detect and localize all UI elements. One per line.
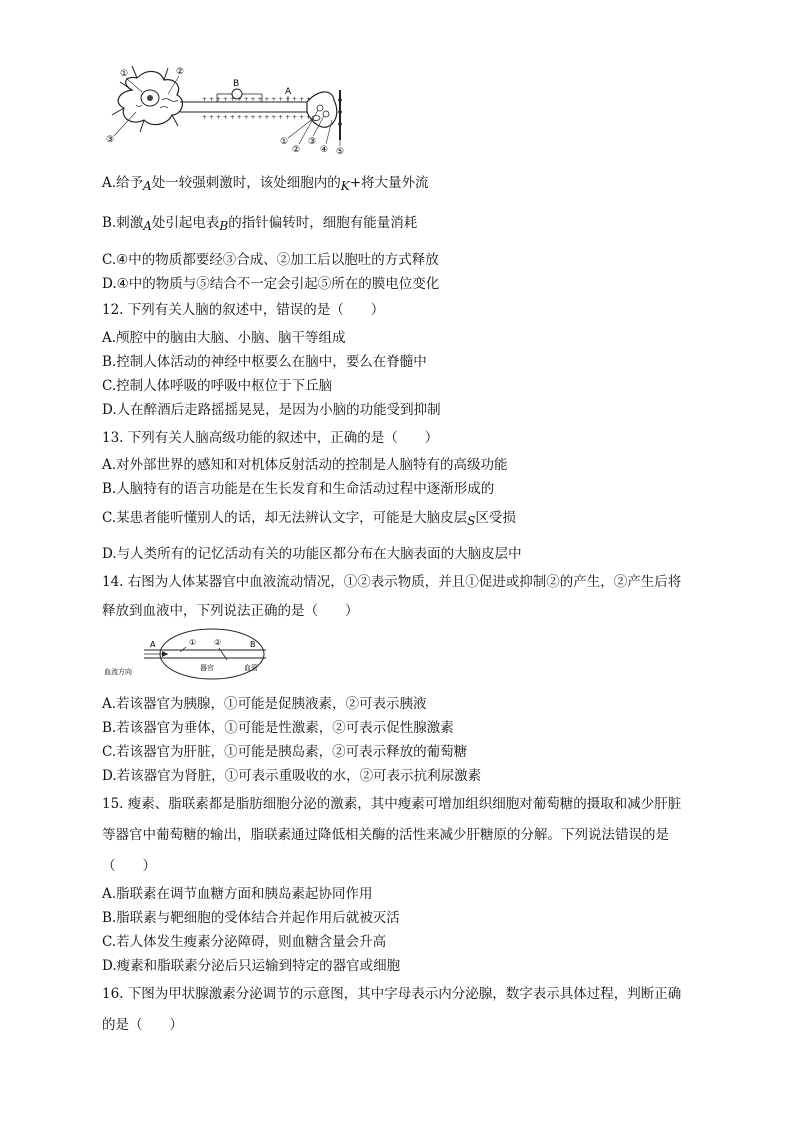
neuron-nucleolus (147, 95, 153, 101)
q14-option-b: B.若该器官为垂体，①可能是性激素，②可表示促性腺激素 (102, 720, 454, 736)
figure-label-5-right: ⑤ (336, 147, 345, 157)
axon-charge-marks: + + + + + + + + + + + + + + + + (202, 96, 312, 103)
q11-option-a-text: A.给予 (102, 175, 144, 191)
q11-option-b (102, 214, 417, 232)
flow-direction-label: 血流方向 (104, 668, 132, 676)
q13-option-d: D.与人类所有的记忆活动有关的功能区都分布在大脑表面的大脑皮层中 (102, 546, 522, 562)
label-leader (114, 112, 136, 136)
flow-arrowhead (162, 651, 168, 657)
neuron-synapse-figure (102, 60, 352, 160)
q15-stem-line2: 等器官中葡萄糖的输出，脂联素通过降低相关酶的活性来减少肝糖原的分解。下列说法错误的是 (102, 827, 669, 843)
label-leader (126, 78, 142, 92)
q15-stem-line1: 15. 瘦素、脂联素都是脂肪细胞分泌的激素，其中瘦素可增加组织细胞对葡萄糖的摄取和减少肝脏 (102, 796, 682, 812)
mark-A: A (150, 640, 156, 649)
q16-stem-line1: 16. 下图为甲状腺激素分泌调节的示意图，其中字母表示内分泌腺，数字表示具体过程，判断正确 (102, 986, 682, 1002)
q15-stem-line3: （ ） (102, 858, 156, 874)
q12-option-b: B.控制人体活动的神经中枢要么在脑中，要么在脊髓中 (102, 354, 427, 370)
q13-option-c-text2: 区受损 (475, 510, 516, 526)
q14-option-a: A.若该器官为胰腺，①可能是促胰液素，②可表示胰液 (102, 696, 427, 712)
q12-option-a: A.颅腔中的脑由大脑、小脑、脑干等组成 (102, 330, 346, 346)
figure-label-A: A (285, 87, 292, 97)
q13-option-c (102, 509, 516, 527)
q11-option-b-var-b: B (219, 219, 229, 233)
figure-label-2-right: ② (292, 145, 301, 155)
receptor-dot (338, 98, 342, 102)
q12-option-c: C.控制人体呼吸的呼吸中枢位于下丘脑 (102, 378, 333, 394)
q12-stem: 12. 下列有关人脑的叙述中，错误的是（ ） (102, 302, 385, 318)
q15-option-a: A.脂联素在调节血糖方面和胰岛素起协同作用 (102, 886, 373, 902)
label-leader (326, 120, 332, 144)
q13-option-b: B.人脑特有的语言功能是在生长发育和生命活动过程中逐渐形成的 (102, 481, 495, 497)
q11-option-a-text3: +将大量外流 (349, 175, 429, 191)
label-leader (313, 116, 324, 136)
q11-option-b-text: B.刺激 (102, 215, 144, 231)
q13-option-c-var-s: S (467, 514, 476, 528)
mark-1: ① (189, 638, 197, 647)
mark-2: ② (214, 638, 222, 647)
q14-stem-line1: 14. 右图为人体某器官中血液流动情况，①②表示物质，并且①促进或抑制②的产生，②产生后将 (102, 574, 682, 590)
figure-label-1-right: ① (280, 137, 289, 147)
q11-option-b-text3: 的指针偏转时，细胞有能量消耗 (228, 215, 418, 231)
q13-option-c-text: C.某患者能听懂别人的话，却无法辨认文字，可能是大脑皮层 (102, 510, 468, 526)
receptor-dot (338, 110, 342, 114)
q12-option-d: D.人在醉酒后走路摇摇晃晃，是因为小脑的功能受到抑制 (102, 402, 441, 418)
q15-option-c: C.若人体发生瘦素分泌障碍，则血糖含量会升高 (102, 934, 387, 950)
q11-option-a (102, 174, 429, 192)
q16-stem-line2: 的是（ ） (102, 1017, 183, 1033)
label-leader (288, 118, 314, 138)
q14-stem-line2: 释放到血液中，下列说法正确的是（ ） (102, 603, 359, 619)
q11-option-a-var-a: A (143, 179, 152, 193)
axon-charge-marks: + + + + + + + + + + + + + + + + (202, 114, 312, 121)
q11-option-a-var-k: K (340, 179, 350, 193)
figure-label-B: B (233, 79, 240, 89)
q14-option-c: C.若该器官为肝脏，①可能是胰岛素，②可表示释放的葡萄糖 (102, 744, 468, 760)
vessel-label: 血管 (244, 664, 258, 672)
q13-stem: 13. 下列有关人脑高级功能的叙述中，正确的是（ ） (102, 430, 439, 446)
blood-flow-figure (104, 628, 274, 684)
q15-option-d: D.瘦素和脂联素分泌后只运输到特定的器官或细胞 (102, 958, 401, 974)
figure-label-1-left: ① (120, 69, 129, 79)
q11-option-b-var-a: A (143, 219, 152, 233)
mark-B: B (250, 640, 256, 649)
q14-option-d: D.若该器官为肾脏，①可表示重吸收的水，②可表示抗利尿激素 (102, 768, 482, 784)
q11-option-c: C.④中的物质都要经③合成、②加工后以胞吐的方式释放 (102, 252, 439, 268)
q13-option-a: A.对外部世界的感知和对机体反射活动的控制是人脑特有的高级功能 (102, 457, 508, 473)
q11-option-d: D.④中的物质与⑤结合不一定会引起⑤所在的膜电位变化 (102, 276, 440, 292)
receptor-dot (338, 122, 342, 126)
figure-label-2-left: ② (176, 67, 185, 77)
figure-label-3-left: ③ (106, 135, 115, 145)
figure-label-4-right: ④ (320, 145, 329, 155)
q11-option-a-text2: 处一较强刺激时，该处细胞内的 (151, 175, 341, 191)
organ-label: 器官 (200, 664, 214, 672)
q15-option-b: B.脂联素与靶细胞的受体结合并起作用后就被灭活 (102, 910, 400, 926)
q11-option-b-text2: 处引起电表 (151, 215, 220, 231)
figure-label-3-right: ③ (308, 137, 317, 147)
